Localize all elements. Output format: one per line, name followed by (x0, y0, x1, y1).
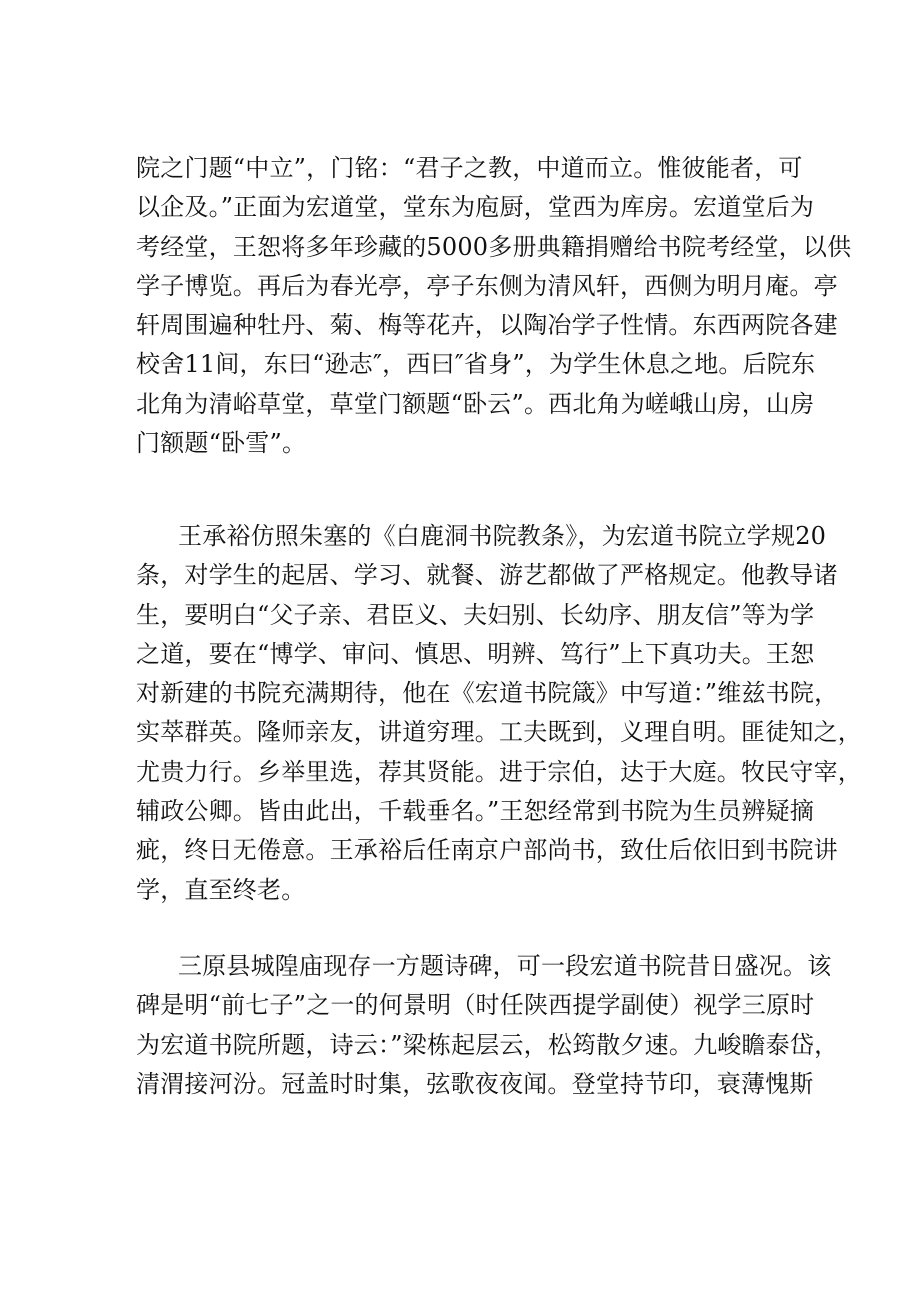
paragraph-line: 轩周围遍种牡丹、菊、梅等花卉，以陶冶学子性情。东西两院各建 (136, 311, 838, 340)
paragraph-line: 生，要明白“父子亲、君臣义、夫妇别、长幼序、朋友信”等为学 (136, 600, 815, 629)
paragraph-line: 考经堂，王恕将多年珍藏的5000多册典籍捐赠给书院考经堂，以供 (136, 232, 852, 261)
paragraph-line: 门额题“卧雪”。 (136, 429, 307, 458)
paragraph-line: 实萃群英。隆师亲友，讲道穷理。工夫既到，义理自明。匪徒知之， (136, 718, 862, 747)
paragraph-2 (136, 517, 862, 910)
paragraph-line: 尤贵力行。乡举里选，荐其贤能。进于宗伯，达于大庭。牧民守宰， (136, 757, 862, 786)
paragraph-line: 辅政公卿。皆由此出，千载垂名。”王恕经常到书院为生员辨疑摘 (136, 797, 815, 826)
paragraph-line: 王承裕仿照朱塞的《白鹿洞书院教条》，为宏道书院立学规20 (178, 522, 827, 550)
paragraph-line: 校舍11间，东曰“逊志″，西曰″省身”，为学生休息之地。后院东 (136, 350, 816, 379)
paragraph-line: 以企及。”正面为宏道堂，堂东为庖厨，堂西为库房。宏道堂后为 (136, 193, 815, 222)
paragraph-line: 疵，终日无倦意。王承裕后任南京户部尚书，致仕后依旧到书院讲 (136, 836, 838, 865)
paragraph-line: 院之门题“中立”，门铭：“君子之教，中道而立。惟彼能者，可 (136, 154, 803, 182)
paragraph-line: 对新建的书院充满期待，他在《宏道书院箴》中写道：”维兹书院， (136, 679, 839, 708)
paragraph-line: 之道，要在“博学、审问、慎思、明辨、笃行”上下真功夫。王恕 (136, 639, 815, 668)
paragraph-line: 为宏道书院所题，诗云：”梁栋起层云，松筠散夕速。九峻瞻泰岱， (136, 1030, 839, 1059)
paragraph-line: 学子博览。再后为春光亭，亭子东侧为清风轩，西侧为明月庵。亭 (136, 271, 838, 300)
paragraph-line: 碑是明“前七子”之一的何景明（时任陕西提学副使）视学三原时 (136, 991, 815, 1020)
paragraph-line: 学，直至终老。 (136, 875, 306, 904)
paragraph-line: 清渭接河汾。冠盖时时集，弦歌夜夜闻。登堂持节印，衰薄愧斯 (136, 1069, 814, 1098)
paragraph-line: 北角为清峪草堂，草堂门额题“卧云”。西北角为嵯峨山房，山房 (136, 389, 815, 418)
paragraph-1 (136, 149, 852, 463)
paragraph-line: 条，对学生的起居、学习、就餐、游艺都做了严格规定。他教导诸 (136, 561, 838, 590)
paragraph-line: 三原县城隍庙现存一方题诗碑，可一段宏道书院昔日盛况。该 (178, 952, 832, 980)
paragraph-3 (136, 947, 839, 1104)
